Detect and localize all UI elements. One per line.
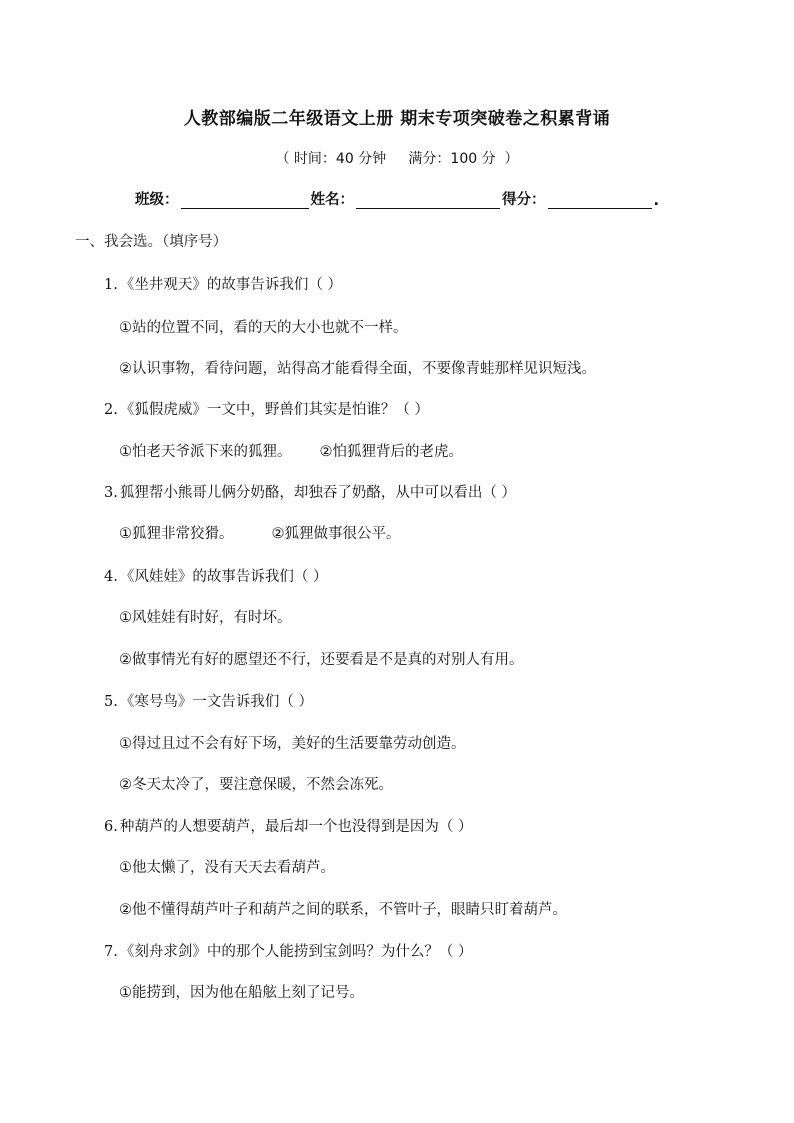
question-number: 3.: [104, 485, 118, 501]
question-text: 《风娃娃》的故事告诉我们（ ）: [119, 569, 328, 585]
score-label: 得分：: [502, 192, 546, 208]
option-2-2: ②怕狐狸背后的老虎。: [319, 444, 463, 460]
question-2: [104, 398, 429, 419]
exam-meta: （ 时间：40 分钟 满分：100 分 ）: [275, 151, 519, 167]
question-text: 《坐井观天》的故事告诉我们（ ）: [119, 277, 342, 293]
question-number: 6.: [104, 819, 118, 835]
option-4-1: ①风娃娃有时好，有时坏。: [119, 610, 292, 626]
option-5-2: ②冬天太冷了，要注意保暖，不然会冻死。: [119, 777, 393, 793]
question-6: [104, 815, 472, 836]
section-title: 一、我会选。（填序号）: [75, 234, 228, 250]
question-text: 《寒号鸟》一文告诉我们（ ）: [119, 694, 313, 710]
question-text: 《狐假虎威》一文中，野兽们其实是怕谁？（ ）: [119, 402, 429, 418]
option-1-1: ①站的位置不同，看的天的大小也就不一样。: [119, 320, 408, 336]
option-2-1: ①怕老天爷派下来的狐狸。: [119, 444, 292, 460]
name-label: 姓名：: [310, 192, 354, 208]
option-3-1: ①狐狸非常狡猾。: [119, 526, 234, 542]
option-7-1: ①能捞到，因为他在船舷上刻了记号。: [119, 985, 364, 1001]
question-number: 4.: [104, 569, 118, 585]
info-end-mark: .: [653, 193, 660, 209]
option-4-2: ②做事情光有好的愿望还不行，还要看是不是真的对别人有用。: [119, 652, 524, 668]
name-blank[interactable]: [356, 190, 500, 209]
question-number: 2.: [104, 402, 118, 418]
options-row-3: [119, 522, 401, 543]
option-6-1: ①他太懒了，没有天天去看葫芦。: [119, 860, 335, 876]
question-text: 种葫芦的人想要葫芦，最后却一个也没得到是因为（ ）: [119, 819, 473, 835]
question-number: 7.: [104, 944, 118, 960]
score-blank[interactable]: [548, 190, 652, 209]
question-1: [104, 273, 342, 294]
question-text: 《刻舟求剑》中的那个人能捞到宝剑吗？为什么？（ ）: [119, 944, 473, 960]
option-1-2: ②认识事物，看待问题，站得高才能看得全面，不要像青蛙那样见识短浅。: [119, 361, 596, 377]
question-4: [104, 565, 327, 586]
option-6-2: ②他不懂得葫芦叶子和葫芦之间的联系，不管叶子，眼睛只盯着葫芦。: [119, 902, 567, 918]
question-5: [104, 690, 313, 711]
class-label: 班级：: [135, 192, 179, 208]
question-number: 1.: [104, 277, 118, 293]
question-3: [104, 481, 516, 502]
class-blank[interactable]: [181, 190, 309, 209]
option-3-2: ②狐狸做事很公平。: [271, 526, 401, 542]
options-row-2: [119, 440, 463, 461]
page-title: 人教部编版二年级语文上册 期末专项突破卷之积累背诵: [183, 109, 611, 129]
option-5-1: ①得过且过不会有好下场，美好的生活要靠劳动创造。: [119, 736, 466, 752]
student-info-row: [135, 188, 659, 209]
question-text: 狐狸帮小熊哥儿俩分奶酪，却独吞了奶酪，从中可以看出（ ）: [119, 485, 516, 501]
question-number: 5.: [104, 694, 118, 710]
question-7: [104, 940, 472, 961]
